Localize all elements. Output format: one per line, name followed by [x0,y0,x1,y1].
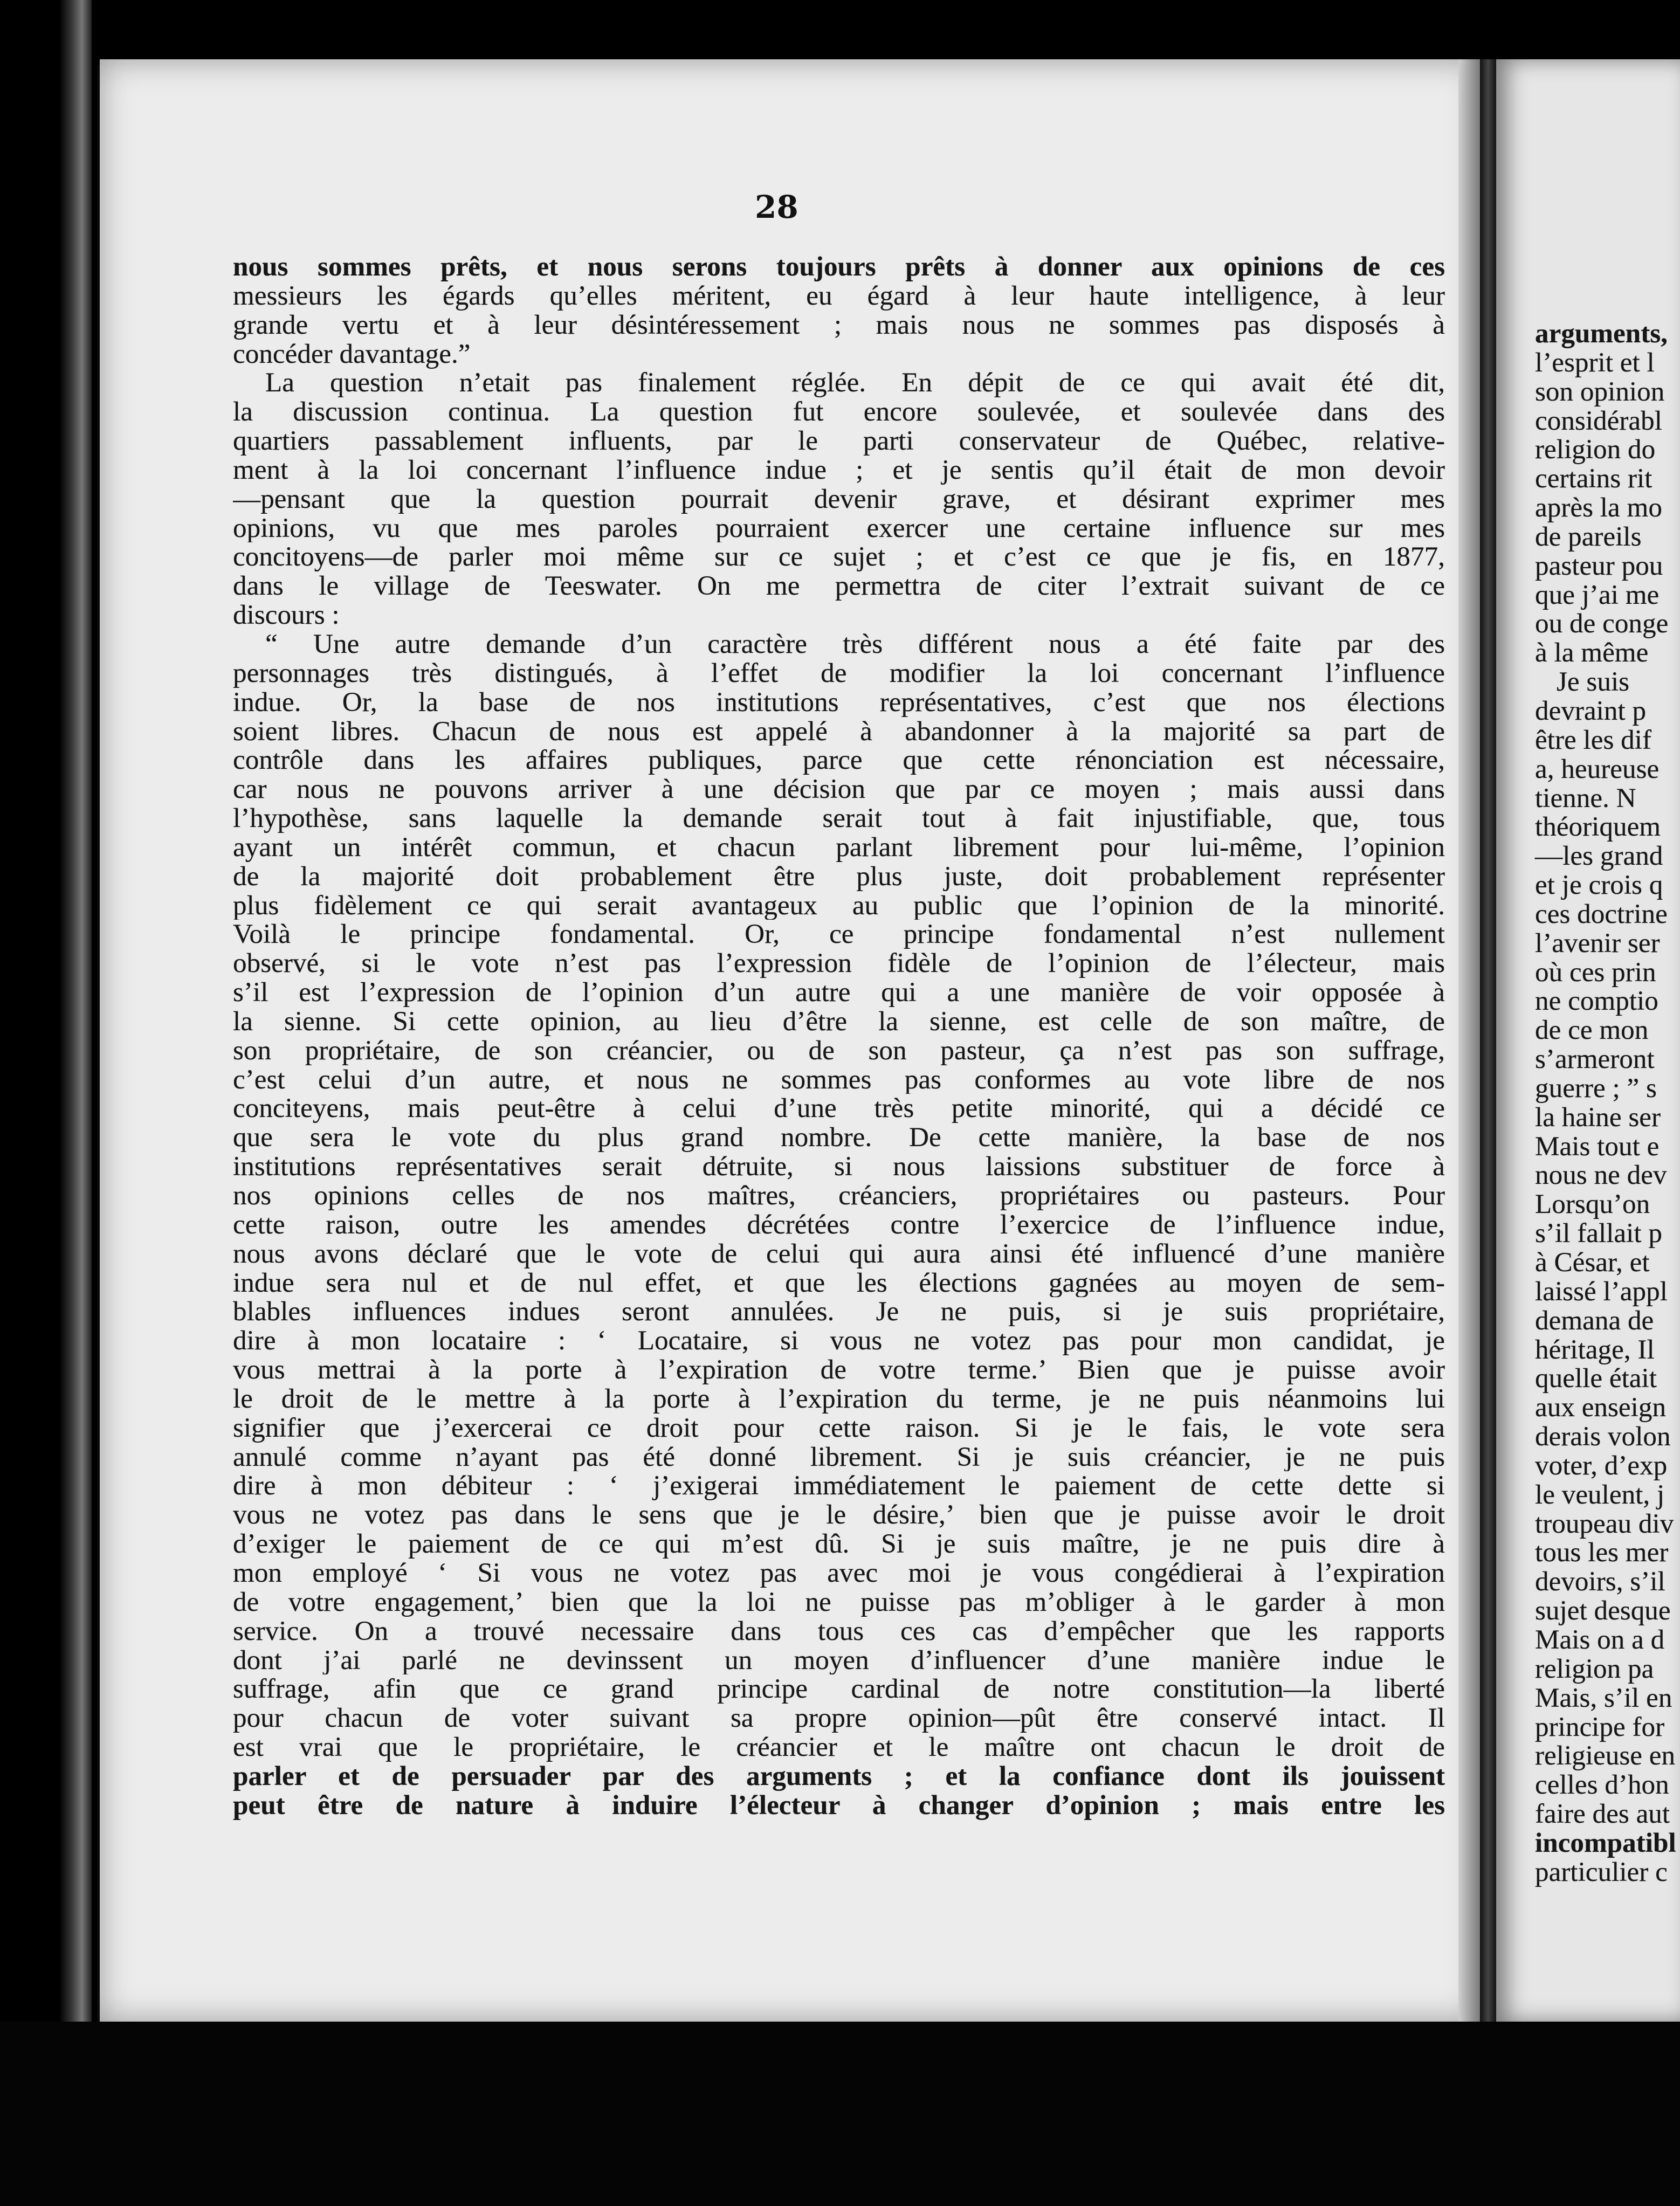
text-line: signifier que j’exercerai ce droit pour cette raison. Si je le fais, le vote sera [233,1413,1445,1443]
adjacent-text-line: à la même [1535,637,1649,668]
scan-edge-streak [59,0,92,2206]
text-line: car nous ne pouvons arriver à une décision que par ce moyen ; mais aussi dans [233,775,1445,804]
text-line: s’il est l’expression de l’opinion d’un autre qui a une manière de voir opposée à [233,978,1445,1007]
adjacent-text-line: son opinion [1535,376,1665,407]
text-line: c’est celui d’un autre, et nous ne sommes pas conformes au vote libre de nos [233,1065,1445,1094]
adjacent-text-line: théoriquem [1535,811,1661,843]
page-number: 28 [755,189,798,225]
adjacent-text-line: principe for [1535,1711,1665,1742]
text-line: —pensant que la question pourrait devenir grave, et désirant exprimer mes [233,484,1445,514]
adjacent-text-line: religieuse en [1535,1740,1676,1771]
text-line: nous avons déclaré que le vote de celui qui aura ainsi été influencé d’une manière [233,1239,1445,1269]
adjacent-text-line: derais volon [1535,1421,1671,1452]
adjacent-text-line: le veulent, j [1535,1479,1665,1510]
text-line: institutions représentatives serait détruite, si nous laissions substituer de force à [233,1152,1445,1181]
text-line: plus fidèlement ce qui serait avantageux au public que l’opinion de la minorité. [233,891,1445,920]
adjacent-text-line: Mais on a d [1535,1624,1665,1655]
adjacent-text-line: Je suis [1557,666,1630,698]
text-line: d’exiger le paiement de ce qui m’est dû. Si je suis maître, je ne puis dire à [233,1529,1445,1559]
text-line: vous mettrai à la porte à l’expiration de votre terme.’ Bien que je puisse avoir [233,1355,1445,1384]
scan-bottom-border [0,2022,1680,2206]
adjacent-text-line: considérabl [1535,405,1662,436]
adjacent-text-line: a, heureuse [1535,753,1660,784]
adjacent-text-line: devraint p [1535,695,1647,726]
text-line: cette raison, outre les amendes décrétées contre l’exercice de l’influence indue, [233,1210,1445,1239]
text-line: contrôle dans les affaires publiques, parce que cette rénonciation est nécessaire, [233,746,1445,775]
adjacent-text-line: Mais tout e [1535,1130,1660,1162]
adjacent-text-line: devoirs, s’il [1535,1566,1665,1597]
text-line: la discussion continua. La question fut encore soulevée, et soulevée dans des [233,397,1445,427]
text-line: La question n’etait pas finalement réglée. En dépit de ce qui avait été dit, [265,368,1445,398]
text-line: ment à la loi concernant l’influence indue ; et je sentis qu’il était de mon devoir [233,455,1445,485]
adjacent-text-line: ces doctrine [1535,898,1668,929]
adjacent-text-line: sujet desque [1535,1595,1671,1626]
adjacent-text-line: être les dif [1535,724,1652,755]
adjacent-text-line: particulier c [1535,1856,1668,1887]
text-line: service. On a trouvé necessaire dans tous ces cas d’empêcher que les rapports [233,1616,1445,1646]
adjacent-text-line: s’armeront [1535,1044,1655,1075]
text-line: personnages très distingués, à l’effet de modifier la loi concernant l’influence [233,658,1445,688]
text-line: blables influences indues seront annulées. Je ne puis, si je suis propriétaire, [233,1297,1445,1327]
text-line: grande vertu et à leur désintéressement ; mais nous ne sommes pas disposés à [233,310,1445,340]
text-line: de la majorité doit probablement être plus juste, doit probablement représenter [233,861,1445,891]
text-line: son propriétaire, de son créancier, ou de son pasteur, ça n’est pas son suffrage, [233,1036,1445,1065]
text-line: ayant un intérêt commun, et chacun parlant librement pour lui-même, l’opinion [233,832,1445,862]
adjacent-text-line: arguments, [1535,318,1668,349]
adjacent-text-line: à César, et [1535,1247,1650,1278]
adjacent-text-line: nous ne dev [1535,1160,1667,1191]
adjacent-text-line: aux enseign [1535,1392,1667,1423]
adjacent-text-line: demana de [1535,1305,1654,1336]
adjacent-page-text [1535,319,1680,1887]
scan-top-border [0,0,1680,65]
text-line: conciteyens, mais peut-être à celui d’une très petite minorité, qui a décidé ce [233,1094,1445,1123]
adjacent-text-line: troupeau div [1535,1508,1674,1539]
adjacent-text-line: tienne. N [1535,782,1636,814]
scan-left-border [0,0,97,2206]
adjacent-page [1496,59,1680,2022]
adjacent-text-line: voter, d’exp [1535,1450,1668,1481]
adjacent-text-line: la haine ser [1535,1101,1661,1133]
adjacent-text-line: héritage, Il [1535,1334,1655,1365]
text-line: nous sommes prêts, et nous serons toujours prêts à donner aux opinions de ces [233,252,1445,281]
text-line: la sienne. Si cette opinion, au lieu d’être la sienne, est celle de son maître, de [233,1007,1445,1036]
text-line: concéder davantage.” [233,338,471,369]
text-line: quartiers passablement influents, par le parti conservateur de Québec, relative- [233,426,1445,456]
main-text-block [233,252,1445,1820]
adjacent-text-line: laissé l’appl [1535,1276,1668,1307]
text-line: suffrage, afin que ce grand principe cardinal de notre constitution—la liberté [233,1674,1445,1704]
adjacent-text-line: quelle était [1535,1363,1657,1394]
text-line: indue sera nul et de nul effet, et que les élections gagnées au moyen de sem- [233,1268,1445,1298]
adjacent-text-line: où ces prin [1535,956,1656,988]
adjacent-text-line: religion pa [1535,1653,1654,1684]
adjacent-text-line: religion do [1535,434,1656,465]
adjacent-text-line: ne comptio [1535,985,1658,1017]
text-line: Voilà le principe fondamental. Or, ce principe fondamental n’est nullement [233,920,1445,949]
adjacent-text-line: Lorsqu’on [1535,1189,1650,1220]
adjacent-text-line: tous les mer [1535,1537,1669,1568]
text-line: “ Une autre demande d’un caractère très différent nous a été faite par des [265,629,1445,659]
adjacent-text-line: après la mo [1535,492,1662,523]
text-line: nos opinions celles de nos maîtres, créanciers, propriétaires ou pasteurs. Pour [233,1181,1445,1210]
adjacent-text-line: celles d’hon [1535,1769,1669,1801]
text-line: soient libres. Chacun de nous est appelé à abandonner à la majorité sa part de [233,716,1445,746]
text-line: discours : [233,599,340,631]
adjacent-text-line: incompatibl [1535,1827,1676,1858]
adjacent-text-line: Mais, s’il en [1535,1682,1672,1713]
text-line: le droit de le mettre à la porte à l’expiration du terme, je ne puis néanmoins lui [233,1384,1445,1414]
text-line: vous ne votez pas dans le sens que je le désire,’ bien que je puisse avoir le droit [233,1500,1445,1530]
text-line: dans le village de Teeswater. On me permettra de citer l’extrait suivant de ce [233,571,1445,601]
text-line: de votre engagement,’ bien que la loi ne puisse pas m’obliger à le garder à mon [233,1587,1445,1617]
text-line: dont j’ai parlé ne devinssent un moyen d’influencer d’une manière indue le [233,1645,1445,1675]
adjacent-text-line: que j’ai me [1535,579,1660,610]
adjacent-text-line: s’il fallait p [1535,1218,1662,1249]
text-line: que sera le vote du plus grand nombre. De cette manière, la base de nos [233,1123,1445,1153]
adjacent-text-line: de pareils [1535,521,1642,552]
adjacent-text-line: ou de conge [1535,608,1669,639]
text-line: indue. Or, la base de nos institutions représentatives, c’est que nos élections [233,687,1445,717]
adjacent-text-line: certains rit [1535,463,1653,494]
adjacent-text-line: guerre ; ” s [1535,1072,1657,1104]
book-spine [1480,59,1496,2022]
adjacent-text-line: pasteur pou [1535,550,1663,581]
adjacent-text-line: et je crois q [1535,870,1663,901]
adjacent-text-line: de ce mon [1535,1015,1649,1046]
text-line: messieurs les égards qu’elles méritent, eu égard à leur haute intelligence, à leur [233,281,1445,311]
text-line: observé, si le vote n’est pas l’expression fidèle de l’opinion de l’électeur, mais [233,949,1445,978]
text-line: est vrai que le propriétaire, le créancier et le maître ont chacun le droit de [233,1733,1445,1762]
text-line: parler et de persuader par des arguments ; et la confiance dont ils jouissent [233,1761,1445,1791]
text-line: dire à mon locataire : ‘ Locataire, si vous ne votez pas pour mon candidat, je [233,1326,1445,1356]
text-line: mon employé ‘ Si vous ne votez pas avec moi je vous congédierai à l’expiration [233,1558,1445,1588]
adjacent-text-line: faire des aut [1535,1798,1670,1830]
text-line: opinions, vu que mes paroles pourraient exercer une certaine influence sur mes [233,513,1445,543]
page-gutter-shadow [1458,59,1480,2022]
adjacent-text-line: —les grand [1535,840,1663,872]
text-line: concitoyens—de parler moi même sur ce sujet ; et c’est ce que je fis, en 1877, [233,542,1445,572]
text-line: pour chacun de voter suivant sa propre opinion—pût être conservé intact. Il [233,1704,1445,1733]
text-line: peut être de nature à induire l’électeur à changer d’opinion ; mais entre les [233,1790,1445,1820]
text-line: dire à mon débiteur : ‘ j’exigerai immédiatement le paiement de cette dette si [233,1471,1445,1501]
adjacent-text-line: l’esprit et l [1535,347,1655,378]
text-line: l’hypothèse, sans laquelle la demande serait tout à fait injustifiable, que, tous [233,804,1445,833]
text-line: annulé comme n’ayant pas été donné librement. Si je suis créancier, je ne puis [233,1442,1445,1472]
adjacent-text-line: l’avenir ser [1535,927,1660,959]
